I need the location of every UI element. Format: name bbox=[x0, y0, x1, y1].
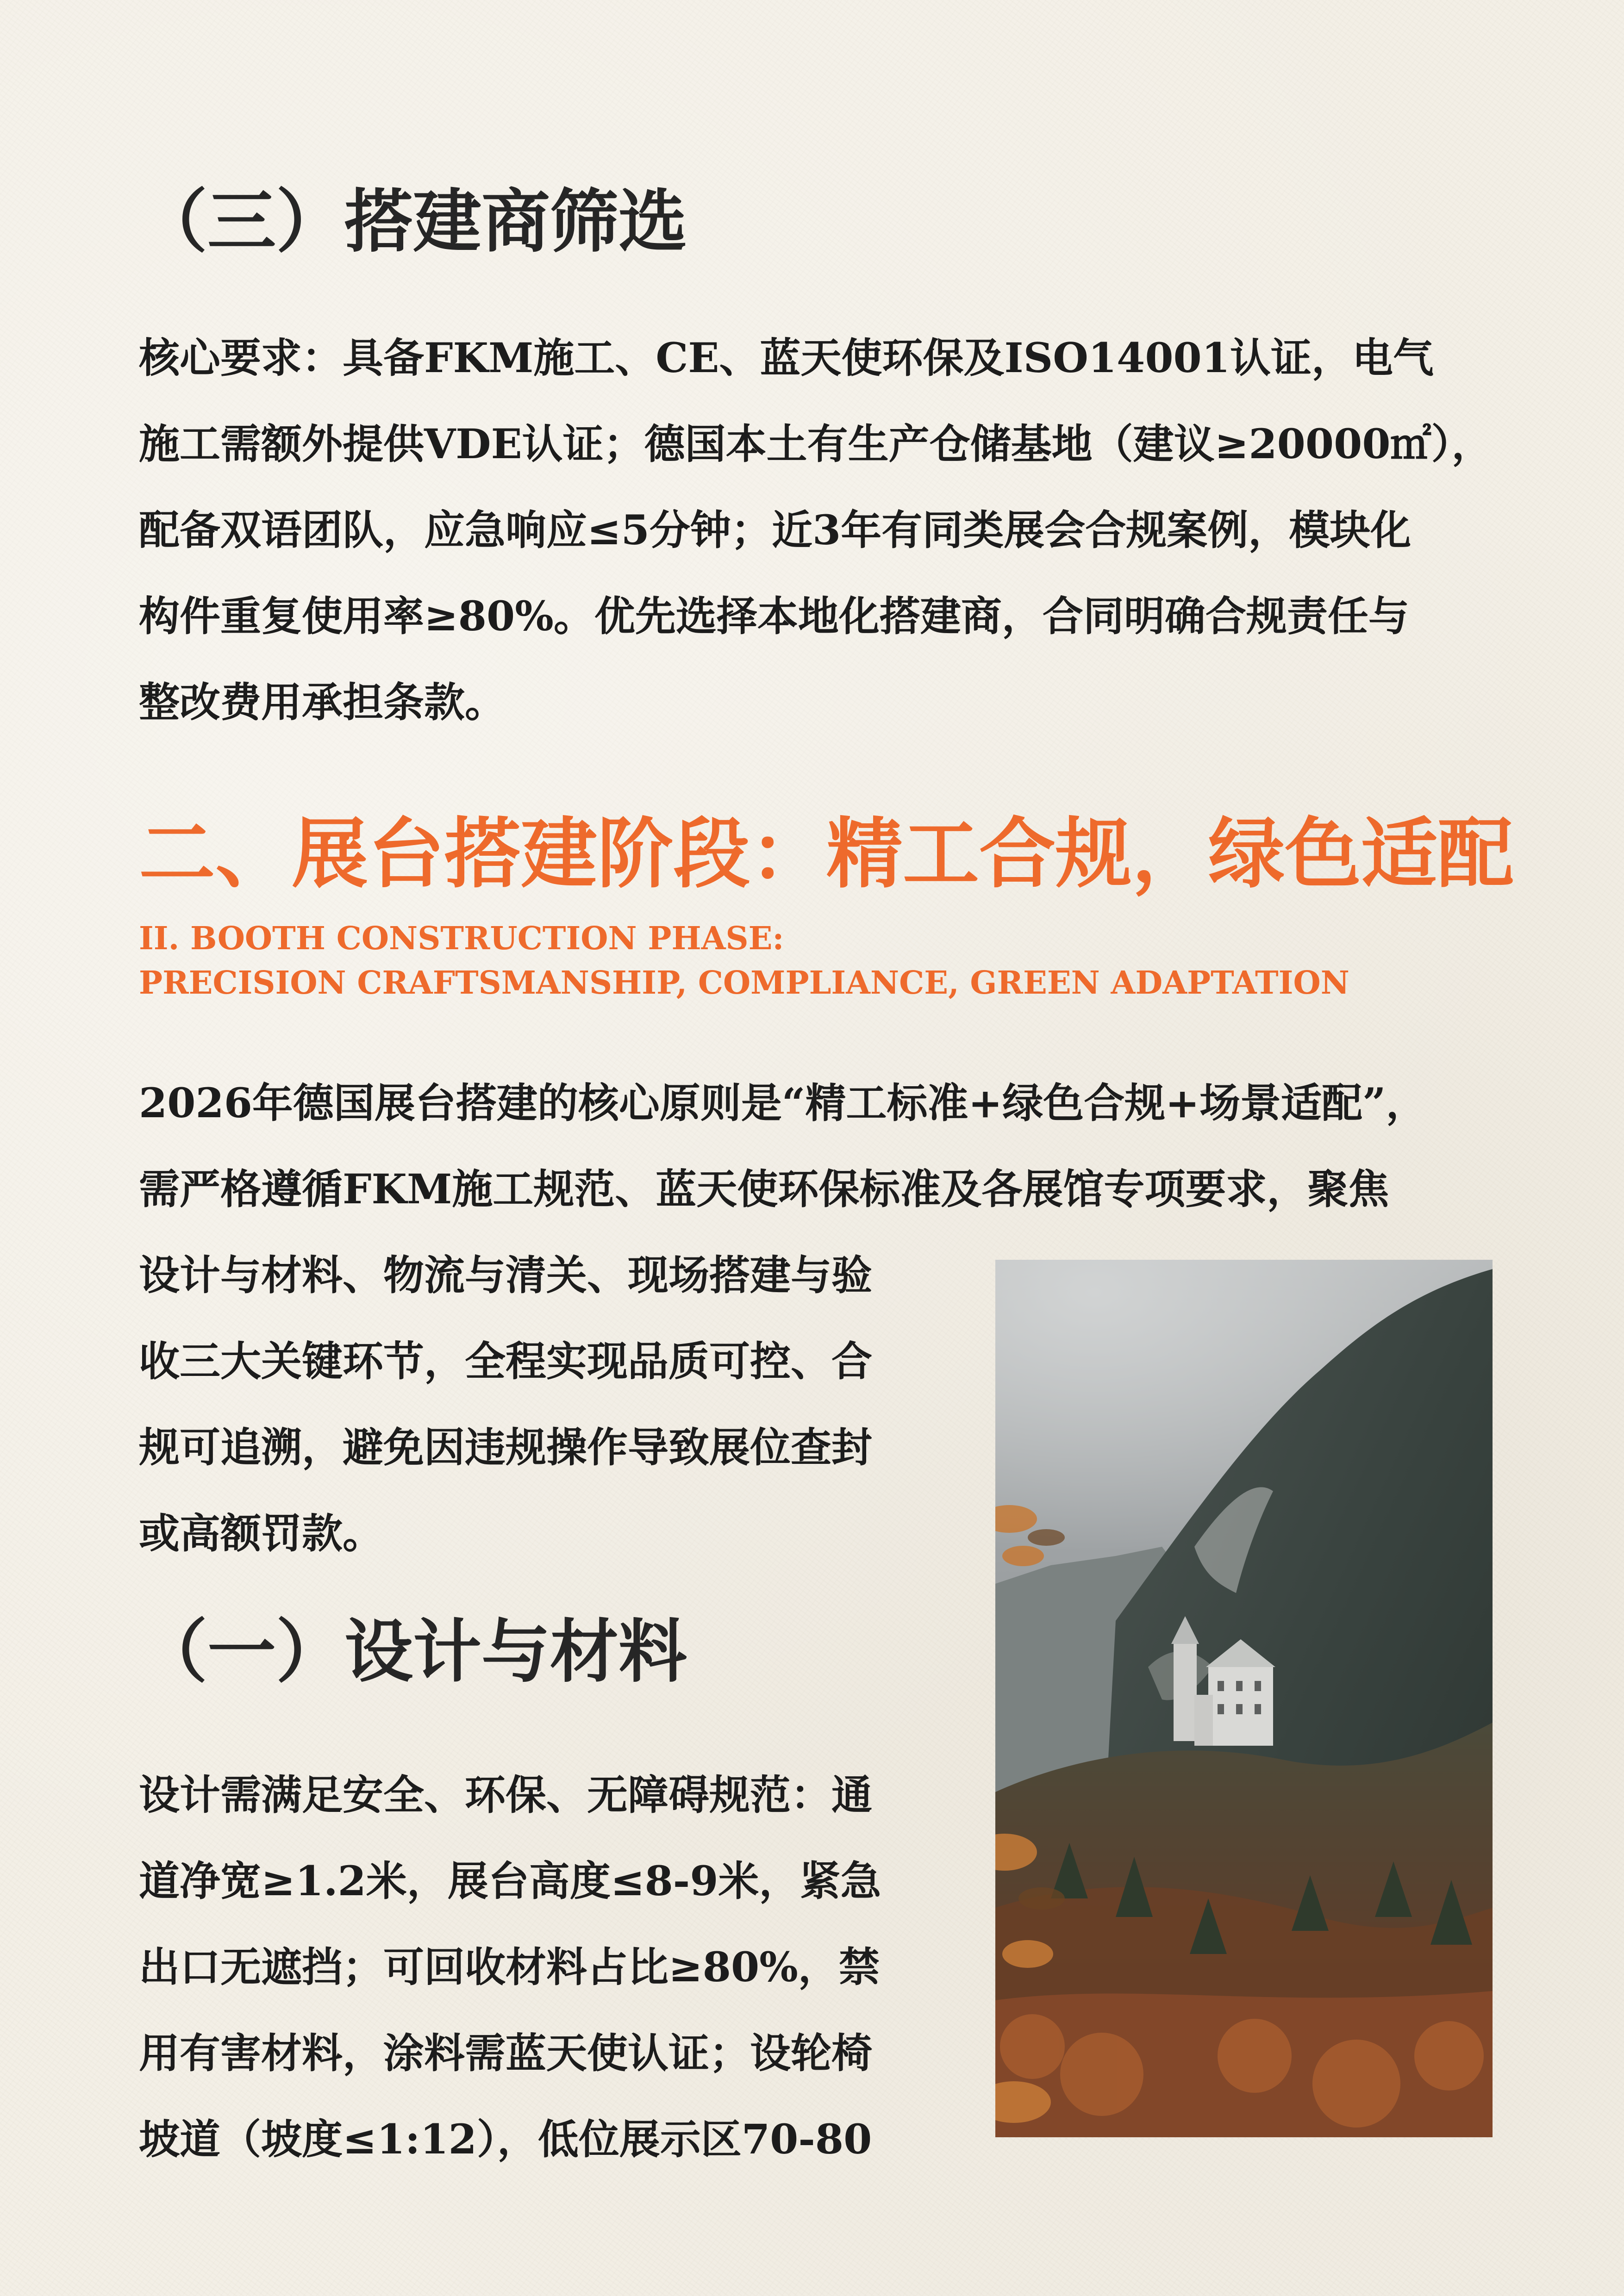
castle-photo-illustration bbox=[995, 1260, 1493, 2137]
paragraph-line: 2026年德国展台搭建的核心原则是“精工标准+绿色合规+场景适配”， bbox=[139, 1079, 1427, 1127]
chapter-heading-booth-construction: 二、展台搭建阶段：精工合规，绿色适配 bbox=[139, 809, 1514, 898]
paragraph-line: 坡道（坡度≤1:12），低位展示区70-80 bbox=[139, 2115, 872, 2163]
paragraph-line: 出口无遮挡；可回收材料占比≥80%，禁 bbox=[139, 1943, 880, 1991]
section-heading-design-materials: （一）设计与材料 bbox=[139, 1611, 687, 1692]
paragraph-line: 施工需额外提供VDE认证；德国本土有生产仓储基地（建议≥20000㎡）， bbox=[139, 420, 1493, 468]
paragraph-line: 构件重复使用率≥80%。优先选择本地化搭建商，合同明确合规责任与 bbox=[139, 592, 1409, 640]
design-materials-paragraph bbox=[139, 1752, 881, 2182]
english-subtitle-line: II. BOOTH CONSTRUCTION PHASE: bbox=[139, 920, 784, 957]
contractor-requirements-paragraph bbox=[139, 315, 1493, 745]
paragraph-line: 收三大关键环节，全程实现品质可控、合 bbox=[139, 1337, 873, 1385]
castle-mountain-photo bbox=[995, 1260, 1493, 2137]
paragraph-line: 需严格遵循FKM施工规范、蓝天使环保标准及各展馆专项要求，聚焦 bbox=[139, 1165, 1389, 1213]
paragraph-line: 核心要求：具备FKM施工、CE、蓝天使环保及ISO14001认证，电气 bbox=[139, 334, 1434, 382]
paragraph-line: 用有害材料，涂料需蓝天使认证；设轮椅 bbox=[139, 2029, 873, 2077]
english-subtitle-line: PRECISION CRAFTSMANSHIP, COMPLIANCE, GREEN ADAPTATION bbox=[139, 964, 1349, 1002]
paragraph-line: 或高额罚款。 bbox=[139, 1509, 384, 1557]
paragraph-line: 设计与材料、物流与清关、现场搭建与验 bbox=[139, 1251, 873, 1299]
chapter-english-subtitle bbox=[139, 916, 1349, 1005]
paragraph-line: 规可追溯，避免因违规操作导致展位查封 bbox=[139, 1423, 873, 1471]
paragraph-line: 配备双语团队，应急响应≤5分钟；近3年有同类展会合规案例，模块化 bbox=[139, 506, 1412, 554]
paragraph-line: 设计需满足安全、环保、无障碍规范：通 bbox=[139, 1771, 873, 1819]
paragraph-line: 整改费用承担条款。 bbox=[139, 678, 506, 726]
section-heading-contractor-selection: （三）搭建商筛选 bbox=[139, 181, 687, 261]
paragraph-line: 道净宽≥1.2米，展台高度≤8-9米，紧急 bbox=[139, 1857, 881, 1905]
